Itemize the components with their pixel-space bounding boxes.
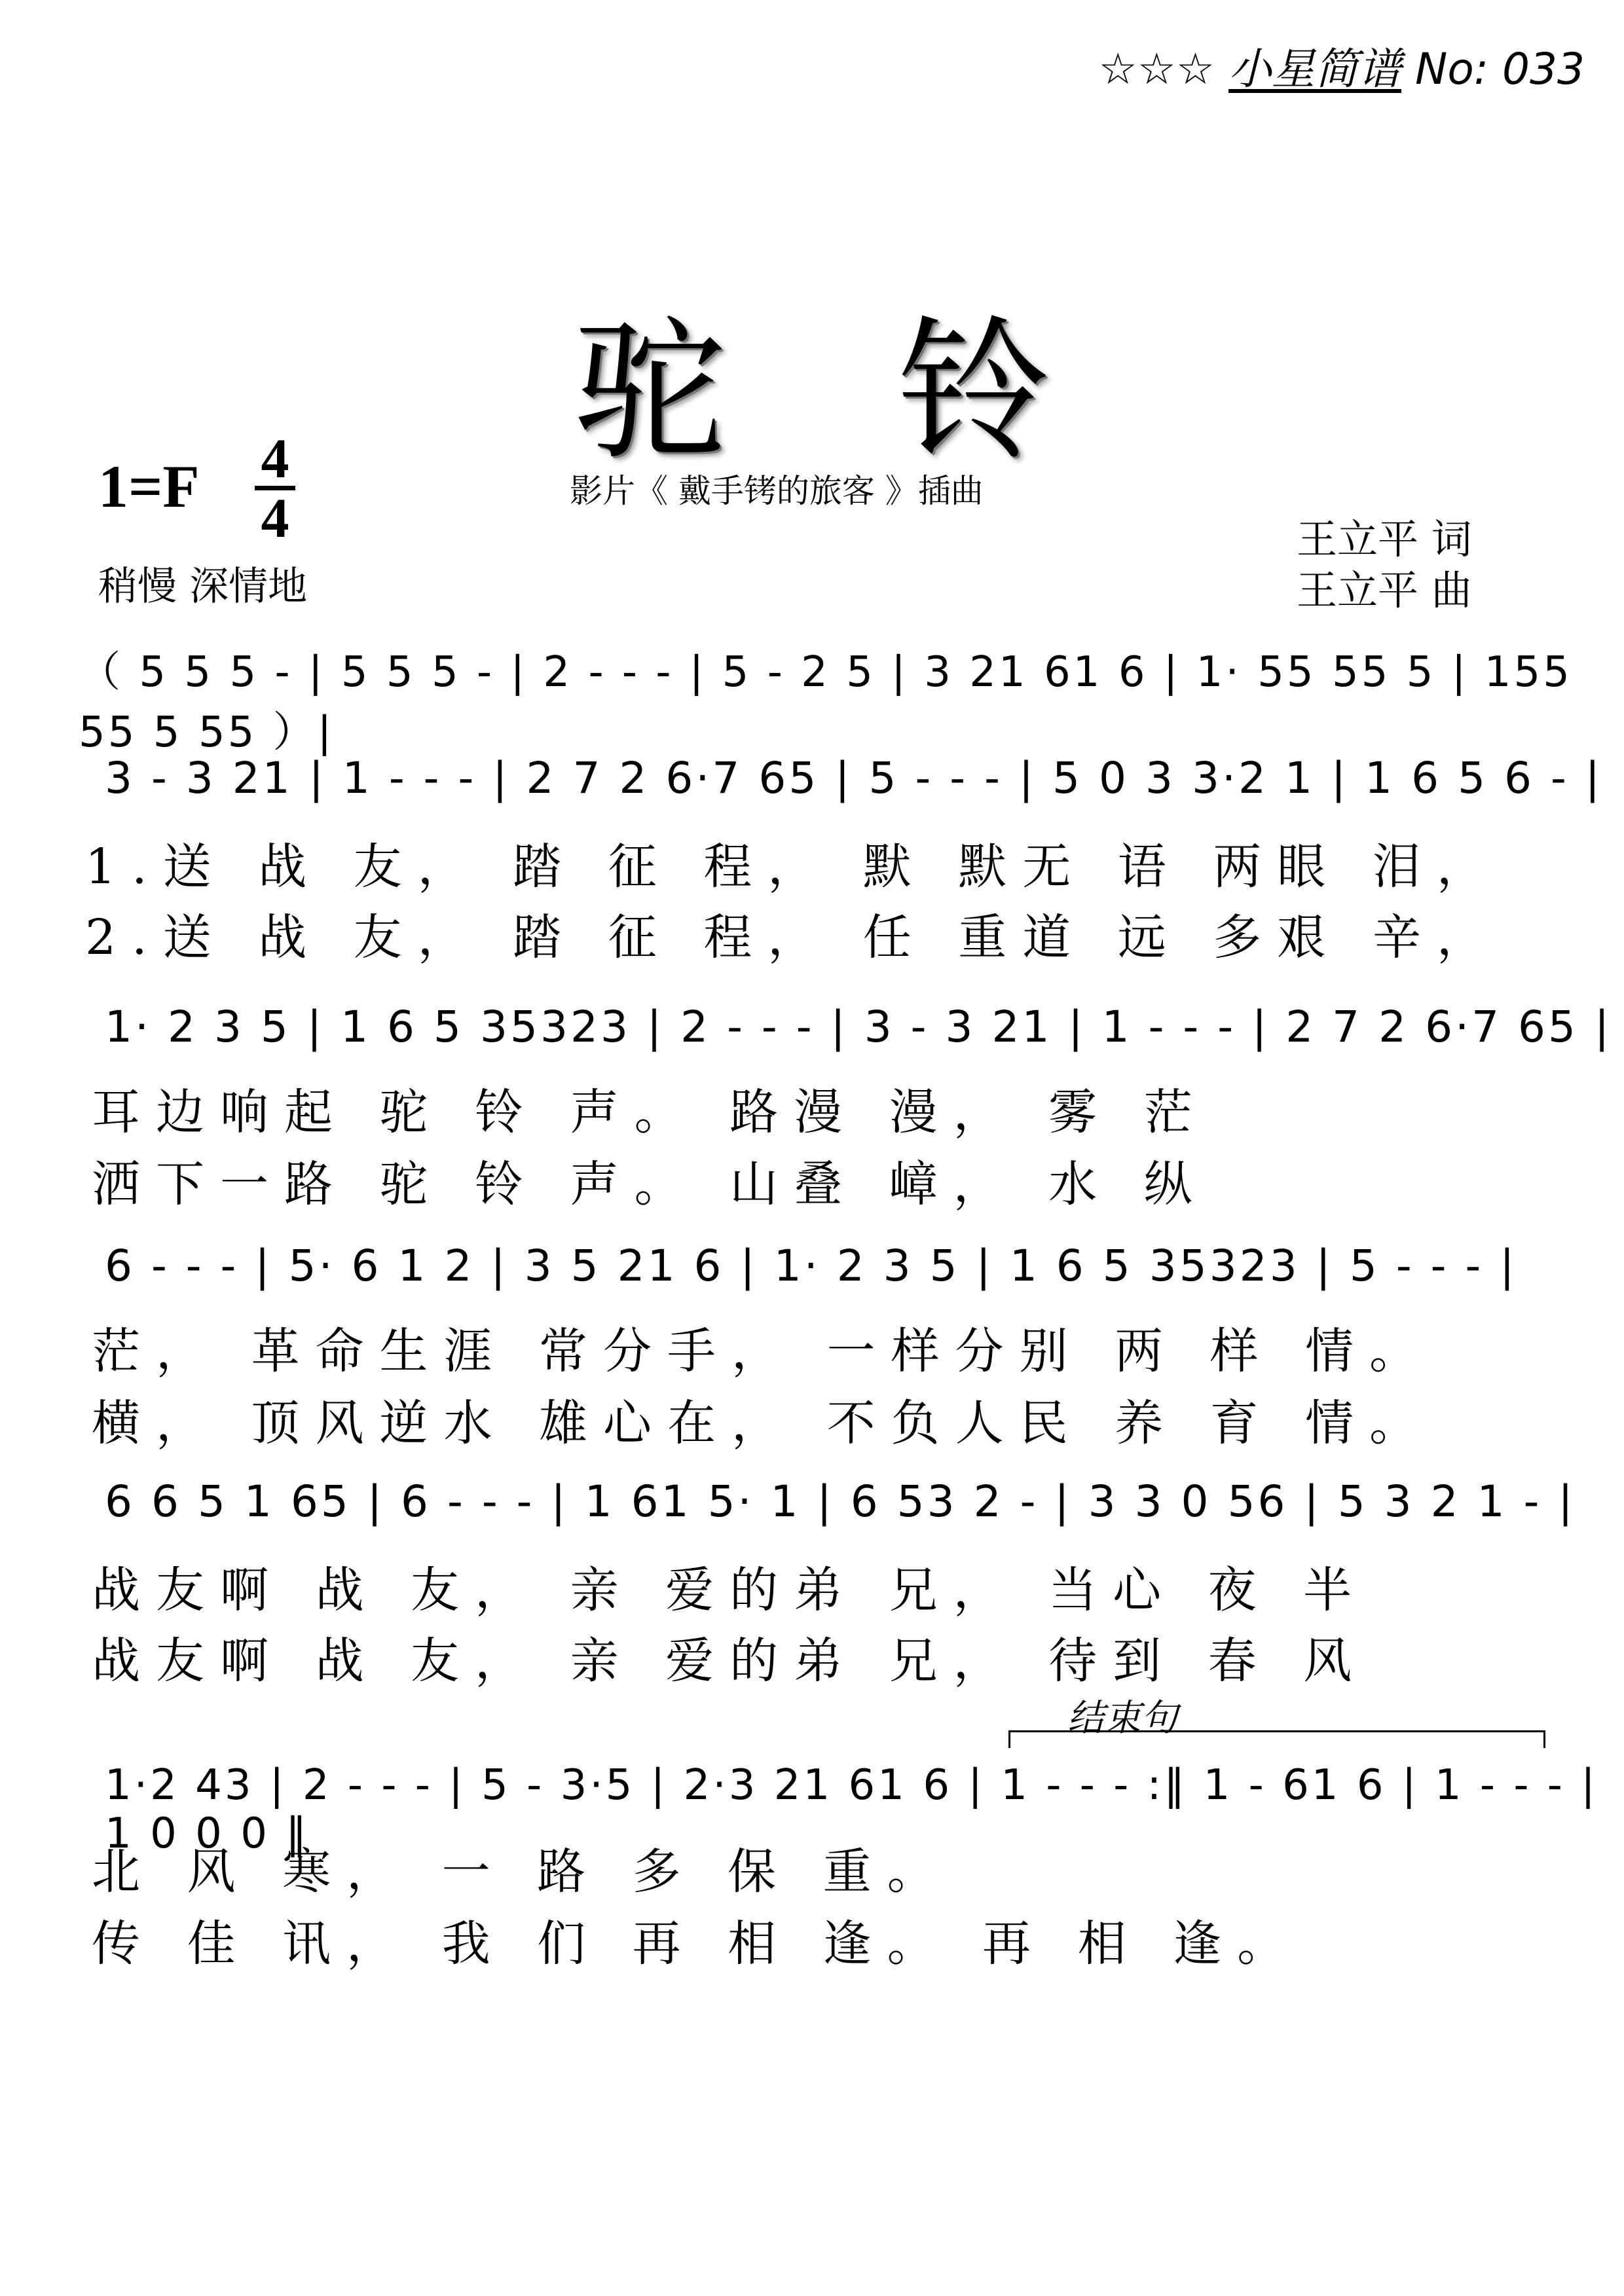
score-line-4-lyric-1: 战友啊 战 友， 亲 爱的弟 兄， 当心 夜 半	[92, 1562, 1368, 1618]
sheet-number: No: 033	[1415, 44, 1585, 94]
score-line-1-lyric-1: 1.送 战 友， 踏 征 程， 默 默无 语 两眼 泪，	[85, 839, 1501, 895]
score-line-4-notes: 6 6 5 1 65 | 6 - - - | 1 61 5· 1 | 6 53 2 - | 3 3 0 56 | 5 3 2 1 - |	[105, 1476, 1576, 1527]
score-line-1-lyric-2: 2.送 战 友， 踏 征 程， 任 重道 远 多艰 辛，	[85, 909, 1501, 966]
ending-label: 结束句	[1067, 1697, 1177, 1740]
score-line-5-notes: 1·2 43 | 2 - - - | 5 - 3·5 | 2·3 21 61 6 | 1 - - - :‖ 1 - 61 6 | 1 - - - | 1 0 0 0 ‖	[105, 1761, 1598, 1858]
score-line-5-lyric-2: 传 佳 讯， 我 们 再 相 逢。 再 相 逢。	[92, 1916, 1302, 1972]
title-char-2: 铃	[897, 302, 1051, 481]
credits	[1297, 514, 1472, 616]
song-title	[0, 268, 1624, 489]
series-name: 小星简谱	[1228, 44, 1402, 94]
score-line-2-lyric-2: 洒下一路 驼 铃 声。 山叠 嶂， 水 纵	[92, 1156, 1208, 1212]
score-line-3-lyric-2: 横， 顶风逆水 雄心在， 不负人民 养 育 情。	[92, 1395, 1434, 1451]
stars: ☆☆☆	[1098, 44, 1215, 94]
score-line-3-notes: 6 - - - | 5· 6 1 2 | 3 5 21 6 | 1· 2 3 5 | 1 6 5 35323 | 5 - - - |	[105, 1241, 1517, 1291]
score-line-1-notes: 3 - 3 21 | 1 - - - | 2 7 2 6·7 65 | 5 - - - | 5 0 3 3·2 1 | 1 6 5 6 - |	[105, 753, 1603, 803]
time-signature-bottom: 4	[261, 486, 289, 549]
ending-bracket	[1008, 1730, 1545, 1732]
score-line-2-notes: 1· 2 3 5 | 1 6 5 35323 | 2 - - - | 3 - 3 21 | 1 - - - | 2 7 2 6·7 65 |	[105, 1002, 1612, 1052]
score-line-5-lyric-1: 北 风 寒， 一 路 多 保 重。	[92, 1844, 951, 1900]
composer-credit: 王立平 曲	[1297, 566, 1472, 614]
subtitle: 影片《 戴手铐的旅客 》插曲	[570, 472, 984, 510]
intro-notes: （ 5 5 5 - | 5 5 5 - | 2 - - - | 5 - 2 5 | 3 21 61 6 | 1· 55 55 5 | 155 55 5 55 ）|	[79, 648, 1572, 757]
score-line-2-lyric-1: 耳边响起 驼 铃 声。 路漫 漫， 雾 茫	[92, 1084, 1208, 1140]
tempo-marking: 稍慢 深情地	[98, 564, 308, 610]
time-signature	[252, 427, 298, 549]
lyricist-credit: 王立平 词	[1297, 515, 1472, 563]
title-char-1: 驼	[573, 302, 727, 481]
score-line-3-lyric-1: 茫， 革命生涯 常分手， 一样分别 两 样 情。	[92, 1323, 1434, 1379]
time-signature-top: 4	[261, 427, 289, 490]
score-line-4-lyric-2: 战友啊 战 友， 亲 爱的弟 兄， 待到 春 风	[92, 1633, 1368, 1689]
key-signature: 1=F	[98, 453, 200, 520]
header-badge	[1099, 34, 1585, 96]
